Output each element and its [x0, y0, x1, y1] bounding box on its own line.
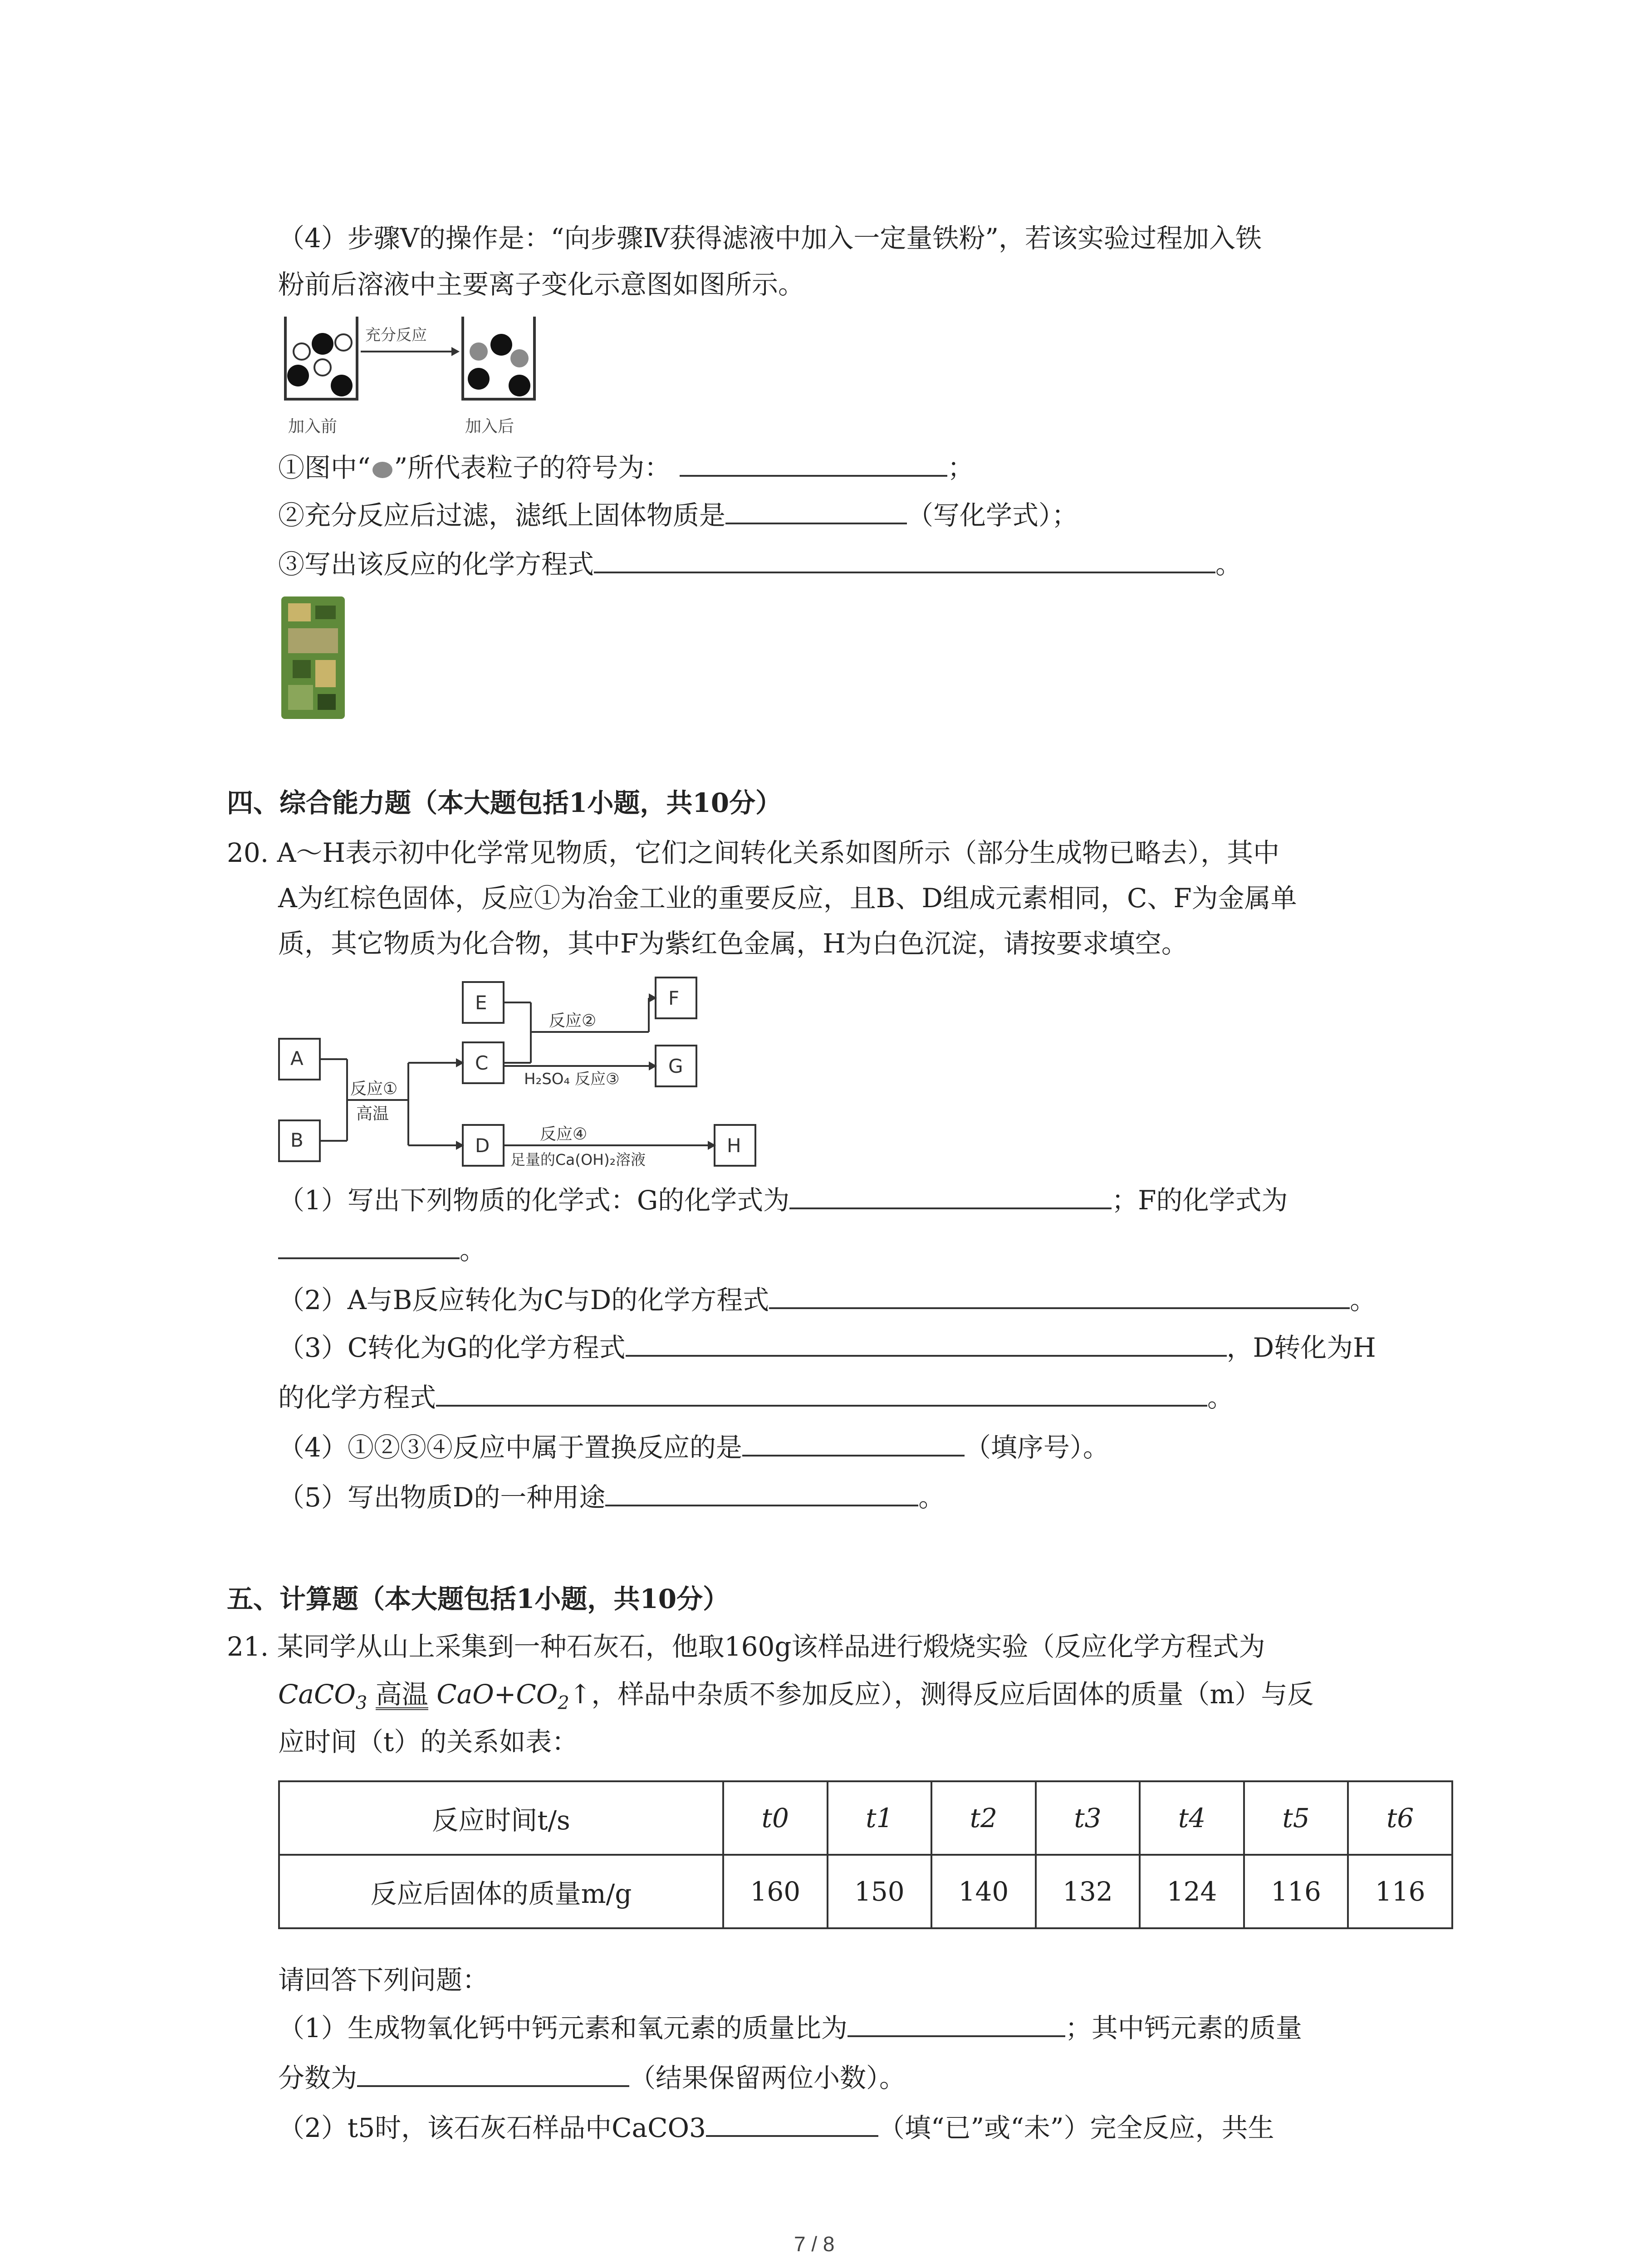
q20-p5-pre: （5）写出物质D的一种用途	[278, 1482, 606, 1513]
q19-sub1	[278, 451, 974, 484]
q19-sub3	[278, 548, 1242, 580]
q20-p1	[278, 1184, 1288, 1216]
table-cell-mass: 150	[828, 1855, 932, 1928]
node-a: A	[290, 1047, 304, 1070]
q20-p1-blank-f[interactable]	[278, 1234, 460, 1259]
q19-sub3-pre: ③写出该反应的化学方程式	[278, 549, 594, 580]
q19-sub1-post: ”所代表粒子的符号为：	[394, 452, 671, 483]
q20-p1-mid: ；F的化学式为	[1112, 1185, 1288, 1216]
table-cell-time: t6	[1348, 1781, 1452, 1855]
page-number: 7 / 8	[794, 2232, 835, 2256]
q20-p2-pre: （2）A与B反应转化为C与D的化学方程式	[278, 1285, 769, 1315]
mass-time-table	[278, 1780, 1453, 1929]
node-e: E	[475, 992, 487, 1014]
q21-p1-blank1[interactable]	[847, 2012, 1065, 2037]
q20-p5-end: 。	[918, 1482, 945, 1513]
q20-p3-line2-text: 的化学方程式	[278, 1382, 436, 1413]
before-label: 加入前	[288, 417, 338, 436]
q21-p1-line2	[278, 2062, 906, 2094]
q20-line1: 20. A～H表示初中化学常见物质，它们之间转化关系如图所示（部分生成物已略去），其中	[227, 837, 1280, 868]
table-cell-mass: 140	[931, 1855, 1036, 1928]
q20-p5	[278, 1481, 945, 1513]
q20-p1-blank-g[interactable]	[789, 1184, 1112, 1209]
table-cell-mass: 132	[1036, 1855, 1140, 1928]
q21-line2	[278, 1678, 1313, 1719]
q19-sub2-blank[interactable]	[725, 499, 907, 524]
q21-eq-right: CaO+CO	[436, 1679, 558, 1710]
q20-p3-blank2[interactable]	[436, 1381, 1207, 1407]
q20-p4-pre: （4）①②③④反应中属于置换反应的是	[278, 1432, 742, 1463]
grey-particle-icon	[372, 462, 392, 478]
q19-sub2-post: （写化学式）；	[907, 500, 1078, 531]
q20-p3-end: 。	[1207, 1382, 1234, 1413]
q20-p1-end: 。	[460, 1235, 486, 1266]
q20-p3-line2	[278, 1381, 1234, 1413]
reaction3-label: H₂SO₄ 反应③	[524, 1070, 620, 1088]
beaker-before	[285, 317, 357, 399]
table-cell-time: t2	[931, 1781, 1036, 1855]
q20-p1-line2	[278, 1234, 486, 1266]
q21-p2-blank[interactable]	[706, 2112, 878, 2137]
q21-p2-post: （填“已”或“未”）完全反应，共生	[878, 2112, 1274, 2143]
q21-line1: 21. 某同学从山上采集到一种石灰石，他取160g该样品进行煅烧实验（反应化学方程式为	[227, 1631, 1265, 1662]
table-cell-mass: 124	[1140, 1855, 1244, 1928]
q20-p2	[278, 1284, 1376, 1316]
q19-sub1-pre: ①图中“	[278, 452, 371, 483]
ion-change-diagram	[279, 308, 551, 445]
table-cell-time: t5	[1244, 1781, 1348, 1855]
reaction1-condition: 高温	[356, 1105, 389, 1123]
node-d: D	[475, 1134, 490, 1157]
q20-p5-blank[interactable]	[605, 1481, 918, 1506]
table-cell-time: t4	[1140, 1781, 1244, 1855]
q20-p1-pre: （1）写出下列物质的化学式：G的化学式为	[278, 1185, 790, 1216]
q21-p2-pre: （2）t5时，该石灰石样品中CaCO3	[278, 2112, 706, 2143]
q19-sub3-blank[interactable]	[594, 548, 1215, 573]
q21-ask: 请回答下列问题：	[278, 1965, 489, 1995]
reaction4-label: 反应④	[540, 1125, 588, 1144]
section5-heading: 五、计算题（本大题包括1小题，共10分）	[227, 1584, 730, 1614]
q21-p1-blank2[interactable]	[357, 2062, 629, 2087]
table-cell-time: t3	[1036, 1781, 1140, 1855]
arrow-label: 充分反应	[365, 326, 427, 344]
q20-p2-blank[interactable]	[769, 1284, 1350, 1309]
q21-p1	[278, 2012, 1302, 2044]
q19-part4-line1: （4）步骤V的操作是：“向步骤Ⅳ获得滤液中加入一定量铁粉”，若该实验过程加入铁	[278, 223, 1262, 254]
q21-eq-left-sub: 3	[355, 1692, 367, 1714]
q20-p4-blank[interactable]	[742, 1431, 965, 1457]
node-h: H	[727, 1134, 741, 1157]
node-b: B	[290, 1129, 304, 1151]
beaker-after	[463, 317, 534, 399]
node-f: F	[668, 987, 680, 1009]
q21-eq-tail: ↑，样品中杂质不参加反应），测得反应后固体的质量（m）与反	[569, 1679, 1314, 1710]
q20-p3-pre: （3）C转化为G的化学方程式	[278, 1332, 626, 1363]
node-c: C	[475, 1052, 489, 1074]
q20-p2-end: 。	[1350, 1285, 1376, 1315]
table-header-time: 反应时间t/s	[279, 1781, 723, 1855]
q21-line3: 应时间（t）的关系如表：	[278, 1726, 578, 1757]
q21-p1-line2-text: 分数为	[278, 2063, 358, 2093]
table-cell-time: t1	[828, 1781, 932, 1855]
table-cell-mass: 160	[723, 1855, 828, 1928]
table-row	[279, 1855, 1452, 1928]
section4-heading: 四、综合能力题（本大题包括1小题，共10分）	[227, 787, 782, 818]
q19-sub1-blank[interactable]	[680, 451, 947, 477]
q20-p4	[278, 1431, 1109, 1463]
table-cell-time: t0	[723, 1781, 828, 1855]
q21-eq-condition: 高温	[375, 1679, 428, 1710]
reaction-arrow-icon	[361, 347, 460, 356]
reaction1-label: 反应①	[350, 1080, 398, 1098]
q20-p3-mid: ，D转化为H	[1226, 1332, 1376, 1363]
q20-p3-blank1[interactable]	[626, 1331, 1227, 1357]
node-g: G	[668, 1055, 683, 1077]
table-row	[279, 1781, 1452, 1855]
q21-eq-right-sub: 2	[558, 1692, 569, 1714]
q19-sub2	[278, 499, 1078, 531]
q19-sub1-end: ；	[947, 452, 974, 483]
table-cell-mass: 116	[1348, 1855, 1452, 1928]
conversion-flow-diagram	[277, 975, 767, 1170]
after-label: 加入后	[465, 417, 514, 436]
q19-sub3-end: 。	[1215, 549, 1242, 580]
table-cell-mass: 116	[1244, 1855, 1348, 1928]
q20-p3	[278, 1331, 1376, 1364]
table-header-mass: 反应后固体的质量m/g	[279, 1855, 723, 1928]
circuit-board-image	[279, 594, 347, 721]
q20-p4-post: （填序号）。	[964, 1432, 1109, 1463]
q19-part4-line2: 粉前后溶液中主要离子变化示意图如图所示。	[278, 269, 805, 300]
q20-line3: 质，其它物质为化合物，其中F为紫红色金属，H为白色沉淀，请按要求填空。	[278, 928, 1188, 959]
q19-sub2-pre: ②充分反应后过滤，滤纸上固体物质是	[278, 500, 726, 531]
q21-p1-post: （结果保留两位小数）。	[629, 2063, 906, 2093]
reaction4-condition: 足量的Ca(OH)₂溶液	[510, 1151, 646, 1168]
q20-line2: A为红棕色固体，反应①为冶金工业的重要反应，且B、D组成元素相同，C、F为金属单	[278, 883, 1297, 914]
q21-p1-mid: ；其中钙元素的质量	[1065, 2013, 1302, 2043]
reaction2-label: 反应②	[549, 1012, 597, 1030]
q21-eq-left: CaCO	[278, 1679, 356, 1710]
q21-p2	[278, 2112, 1274, 2144]
q21-p1-pre: （1）生成物氧化钙中钙元素和氧元素的质量比为	[278, 2013, 847, 2043]
